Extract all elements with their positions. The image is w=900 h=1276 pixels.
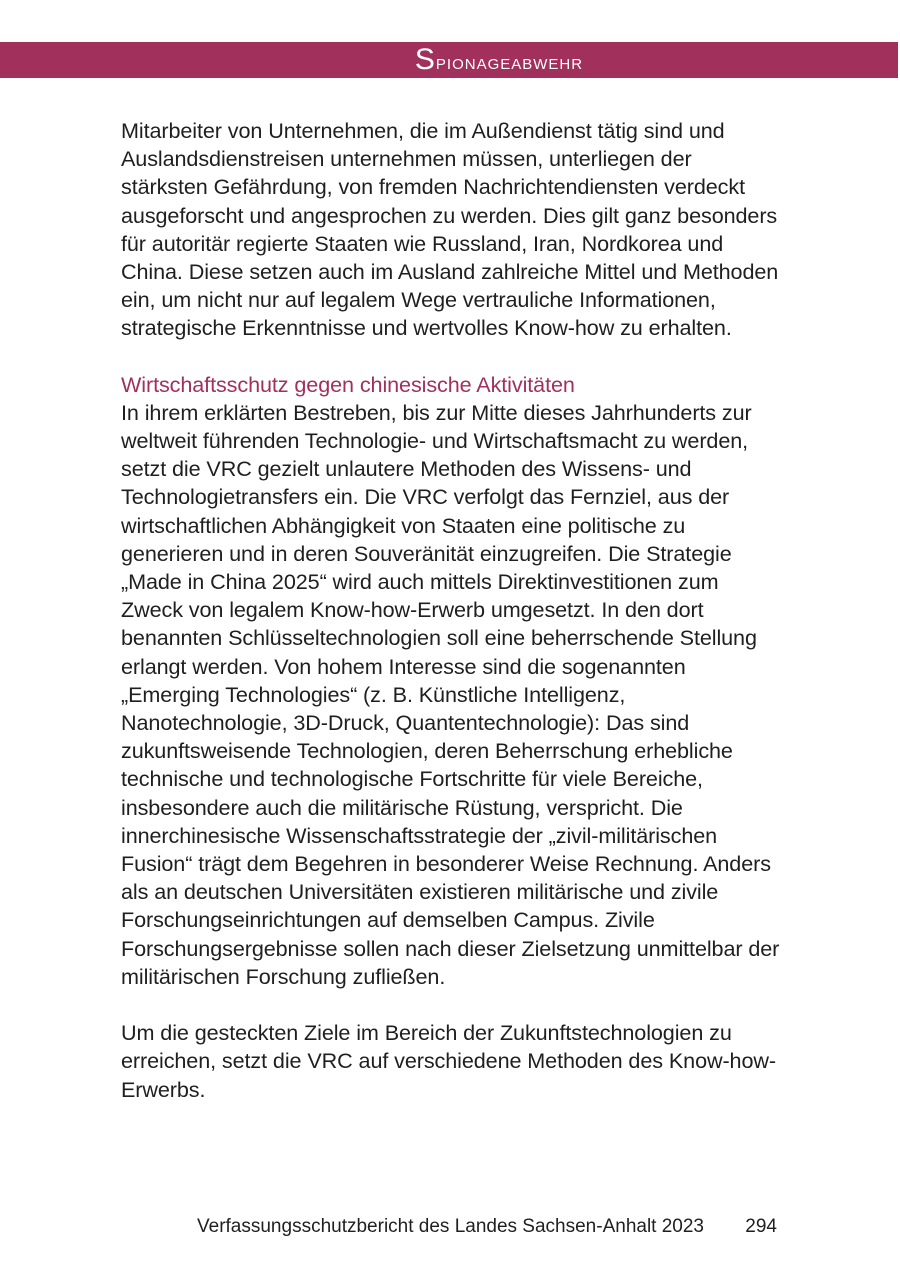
section-title: Spionageabwehr [414, 43, 584, 76]
document-body [121, 117, 781, 1104]
paragraph-spacer [121, 343, 781, 371]
closing-paragraph: Um die gesteckten Ziele im Bereich der Zukunftstechnologien zu erreichen, setzt die VRC auf verschiedene Methoden des Know-how-Erwerbs. [121, 1020, 776, 1102]
intro-paragraph: Mitarbeiter von Unternehmen, die im Außendienst tätig sind und Auslandsdienstreisen unternehmen müssen, unterliegen der stärksten Gefährdung, von fremden Nachrichtendiensten verdeckt ausgeforscht und angesprochen zu werden. Dies gilt ganz besonders für autoritär regierte Staaten wie Russland, Iran, Nordkorea und China. Diese setzen auch im Ausland zahlreiche Mittel und Methoden ein, um nicht nur auf legalem Wege vertrauliche Informationen, strategische Erkenntnisse und wertvolles Know-how zu erhalten. [121, 118, 779, 341]
china-paragraph: In ihrem erklärten Bestreben, bis zur Mitte dieses Jahrhunderts zur weltweit führenden Technologie- und Wirtschaftsmacht zu werden, setzt die VRC gezielt unlautere Methoden des Wissens- und Technologietransfers ein. Die VRC verfolgt das Fernziel, aus der wirtschaftlichen Abhängigkeit von Staaten eine politische zu generieren und in deren Souveränität einzugreifen. Die Strategie „Made in China 2025“ wird auch mittels Direktinvestitionen zum Zweck von legalem Know-how-Erwerb umgesetzt. In den dort benannten Schlüsseltechnologien soll eine beherrschende Stellung erlangt werden. Von hohem Interesse sind die sogenannten „Emerging Technologies“ (z. B. Künstliche Intelligenz, Nanotechnologie, 3D-Druck, Quantentechnologie): Das sind zukunftsweisende Technologien, deren Beherrschung erhebliche technische und technologische Fortschritte für viele Bereiche, insbesondere auch die militärische Rüstung, verspricht. Die innerchinesische Wissenschaftsstrategie der „zivil-militärischen Fusion“ trägt dem Begehren in besonderer Weise Rechnung. Anders als an deutschen Universitäten existieren militärische und zivile Forschungseinrichtungen auf demselben Campus. Zivile Forschungsergebnisse sollen nach dieser Zielsetzung unmittelbar der militärischen Forschung zufließen. [121, 399, 780, 989]
section-header-bar [0, 42, 898, 78]
footer-publication-title: Verfassungsschutzbericht des Landes Sachsen-Anhalt 2023 [197, 1216, 704, 1237]
subheading: Wirtschaftsschutz gegen chinesische Aktivitäten [121, 371, 575, 397]
page-number: 294 [745, 1216, 777, 1237]
paragraph-spacer [121, 991, 781, 1019]
